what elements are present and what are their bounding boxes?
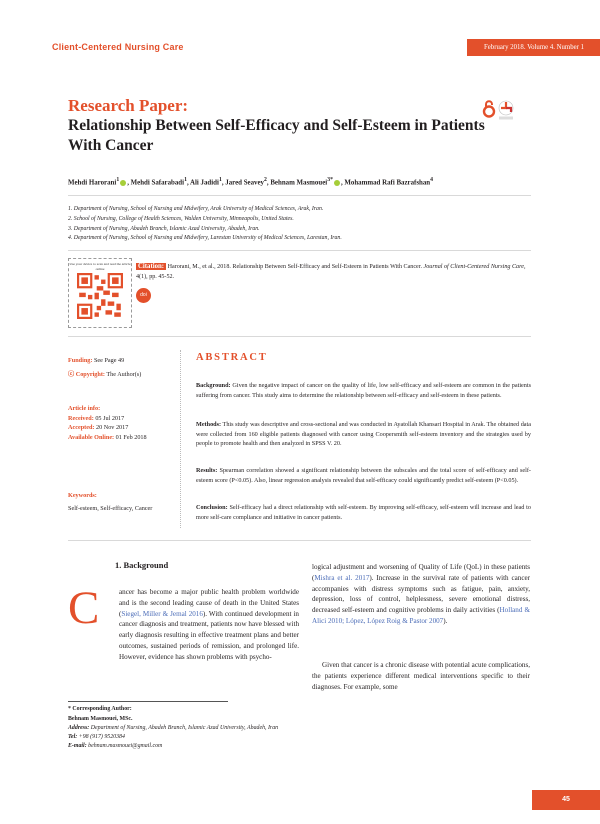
citation-journal: Journal of Client-Centered Nursing Care [423, 264, 524, 270]
author-name: Mehdi Harorani [68, 179, 117, 187]
accepted-date: 20 Nov 2017 [96, 424, 129, 431]
article-info-label: Article info: [68, 405, 101, 412]
online-date: 01 Feb 2018 [115, 433, 147, 441]
issue-banner: February 2018. Volume 4. Number 1 [467, 39, 600, 56]
reference-link[interactable]: Holland & Alici 2010; López, López Roig & Pastor 2007 [312, 606, 530, 625]
affiliation: 3. Department of Nursing, Abadeh Branch, Islamic Azad University, Abadeh, Iran. [68, 225, 260, 232]
crossmark-icon[interactable] [498, 100, 514, 121]
citation-text: Harorani, M., et al., 2018. Relationship Between Self-Efficacy and Self-Esteem in Patients With Cancer. [167, 264, 422, 270]
reference-link[interactable]: Siegel, Miller & Jemal 2016 [121, 609, 203, 618]
abstract-methods: Methods: This study was descriptive and cross-sectional and was conducted in Ayatollah Khansari Hospital in Arak. The obtained data were collected from 160 eligible patients diagnosed with cancer using Coopersmith self-esteem inventory and the strategies used by people to promote health and then analyzed in SPSS V. 20. [196, 421, 531, 448]
divider [68, 540, 531, 541]
author-list: Mehdi Harorani$^1$ , Mehdi Safarabadi$^1$, Ali Jadidi$^1$, Jared Seavey$^2$, Behnam Masmouei$^{3*}$ , Mohammad Rafi Bazrafshan$^4$ [68, 177, 434, 187]
funding-label: Funding: [68, 357, 93, 364]
reference-link[interactable]: Mishra et al. 2017 [314, 573, 370, 582]
copyright-value: The Author(s) [106, 371, 142, 378]
corresponding-address: Department of Nursing, Abadeh Branch, Islamic Azad University, Abadeh, Iran [90, 725, 279, 731]
page-number: 45 [532, 790, 600, 810]
abstract-background: Background: Given the negative impact of cancer on the quality of life, low self-efficacy and self-esteem are common in the patients suffering from cancer. This study aims to determine the relationship between self-efficacy and self-esteem in these patients. [196, 382, 532, 399]
corresponding-name: Behnam Masmouei, MSc. [68, 716, 133, 722]
abstract-heading: ABSTRACT [196, 352, 268, 363]
abstract-conclusion: Conclusion: Self-efficacy had a direct relationship with self-esteem. By improving self-efficacy, self-esteem will increase and lead to more self-care compliance and initiative in cancer patients. [196, 504, 531, 521]
author-name: Mehdi Safarabadi [130, 179, 185, 187]
keywords-label: Keywords: [68, 492, 97, 499]
corresponding-author: * Corresponding Author: Behnam Masmouei, MSc. Address: Department of Nursing, Abadeh Branch, Islamic Azad University, Abadeh, Iran Tel: +98 (917) 9520384 E-mail: behnam.masmouei@gmail.com [68, 705, 298, 751]
body-paragraph: logical adjustment and worsening of Quality of Life (QoL) in these patients (Mishra et al. 2017). Increase in the survival rate of patients with cancer accompanies with distress symptoms such as fatigue, pain, anxiety, depression, loss of control, helplessness, severe emotional distress, decreased self-esteem and cognitive problems in daily activities (Holland & Alici 2010; López, López Roig & Pastor 2007). [312, 563, 530, 625]
copyright-label: Copyright: [75, 371, 105, 378]
article-type: Research Paper: [68, 96, 189, 115]
column-divider [180, 350, 181, 528]
author-name: Ali Jadidi [190, 179, 219, 187]
affiliation: 2. School of Nursing, College of Health Sciences, Walden University, Minneapolis, United States. [68, 215, 294, 222]
corresponding-label: * Corresponding Author: [68, 706, 132, 712]
section-heading: 1. Background [115, 560, 169, 570]
affiliation: 4. Department of Nursing, School of Nursing and Midwifery, Larestan University of Medical Sciences, Larestan, Iran. [68, 235, 342, 242]
orcid-icon[interactable] [120, 180, 126, 186]
divider [68, 195, 531, 196]
copyright-icon: ⓒ [68, 371, 75, 378]
keywords [68, 491, 178, 513]
citation-label: Citation: [138, 263, 165, 270]
abstract-results: Results: Spearman correlation showed a significant relationship between the subscales and the total score of self-efficacy and self-esteem score (P<0.05). Also, linear regression analysis revealed that self-efficacy could significantly predict self-esteem (P<0.05). [196, 467, 531, 484]
doi-icon[interactable]: doi [136, 288, 151, 303]
divider [68, 250, 531, 251]
funding-info [68, 356, 178, 366]
author-name: Mohammad Rafi Bazrafshan [344, 179, 431, 187]
corresponding-tel: +98 (917) 9520384 [78, 734, 125, 740]
footnote-rule [68, 701, 228, 702]
copyright-info [68, 370, 178, 380]
author-name: Jared Seavey [225, 179, 264, 187]
citation: Citation: Harorani, M., et al., 2018. Relationship Between Self-Efficacy and Self-Esteem in Patients With Cancer. Journal of Client-Centered Nursing Care, 4(1), pp. 45-52. [136, 263, 526, 280]
affiliation: 1. Department of Nursing, School of Nursing and Midwifery, Arak University of Medical Sciences, Arak, Iran. [68, 206, 324, 212]
article-info: Article info: Received: 05 Jul 2017 Accepted: 20 Nov 2017 Available Online: 01 Feb 2018 [68, 404, 178, 442]
divider [68, 336, 531, 337]
received-date: 05 Jul 2017 [95, 414, 125, 422]
funding-value: See Page 49 [93, 357, 125, 364]
author-name: Behnam Masmouei [270, 179, 328, 187]
body-paragraph: ancer has become a major public health problem worldwide and is the second leading cause of death in the United States (Siegel, Miller & Jemal 2016). With continued development in cancer diagnosis and treatment, patients now have blessed with early diagnosis resulting in effective treatment plans and better outcomes, sustained periods of remission, and prolonged life. However, evidence has shown problems with psycho- [119, 588, 299, 661]
qr-caption: Use your device to scan and read the article online [69, 262, 131, 271]
open-access-icon [482, 100, 496, 118]
keywords-value: Self-esteem, Self-efficacy, Cancer [68, 504, 153, 512]
article-title: Relationship Between Self-Efficacy and Self-Esteem in Patients With Cancer [68, 117, 485, 154]
drop-cap: C [68, 582, 100, 634]
qr-code-icon [77, 273, 123, 319]
qr-code-box[interactable] [68, 258, 132, 328]
journal-name: Client-Centered Nursing Care [52, 42, 184, 52]
corresponding-email[interactable]: behnam.masmouei@gmail.com [88, 743, 163, 749]
body-paragraph: Given that cancer is a chronic disease with potential acute complications, the patients experience different medical interventions specific to their diagnoses. For example, some [312, 661, 530, 691]
orcid-icon[interactable] [334, 180, 340, 186]
affiliations [68, 205, 538, 244]
